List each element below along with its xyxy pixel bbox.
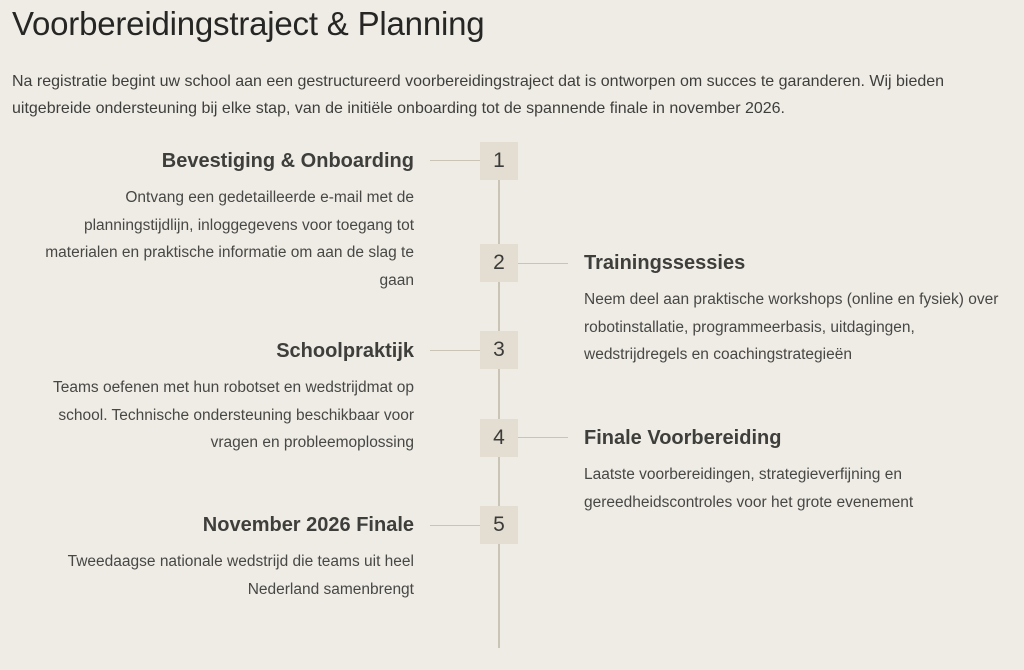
step-connector xyxy=(518,437,568,438)
step-number-badge: 3 xyxy=(480,331,518,369)
step-number-badge: 1 xyxy=(480,142,518,180)
step-description: Tweedaagse nationale wedstrijd die teams uit heel Nederland samenbrengt xyxy=(67,553,414,598)
step-number-badge: 5 xyxy=(480,506,518,544)
step-description: Neem deel aan praktische workshops (online en fysiek) over robotinstallatie, programmeerbasis, uitdagingen, wedstrijdregels en coachingstrategieën xyxy=(584,291,999,363)
step-connector xyxy=(430,350,480,351)
step-connector xyxy=(430,160,480,161)
step-title: Finale Voorbereiding xyxy=(584,427,782,449)
step-description: Laatste voorbereidingen, strategieverfijning en gereedheidscontroles voor het grote evenement xyxy=(584,466,914,511)
timeline-line xyxy=(498,160,500,648)
step-description: Ontvang een gedetailleerde e-mail met de planningstijdlijn, inloggegevens voor toegang tot materialen en praktische informatie om aan de slag te gaan xyxy=(45,189,414,289)
step-title: Trainingssessies xyxy=(584,252,746,274)
page-title: Voorbereidingstraject & Planning xyxy=(12,5,485,42)
step-description: Teams oefenen met hun robotset en wedstrijdmat op school. Technische ondersteuning beschikbaar voor vragen en probleemoplossing xyxy=(52,379,414,451)
intro-paragraph: Na registratie begint uw school aan een gestructureerd voorbereidingstraject dat is ontworpen om succes te garanderen. Wij bieden uitgebreide ondersteuning bij elke stap, van de initiële onboarding tot de spannende finale in november 2026. xyxy=(12,73,945,117)
step-title: Schoolpraktijk xyxy=(276,340,414,362)
step-connector xyxy=(518,263,568,264)
step-title: Bevestiging & Onboarding xyxy=(161,150,414,172)
step-title: November 2026 Finale xyxy=(202,514,414,536)
step-connector xyxy=(430,525,480,526)
step-number-badge: 4 xyxy=(480,419,518,457)
step-number-badge: 2 xyxy=(480,244,518,282)
